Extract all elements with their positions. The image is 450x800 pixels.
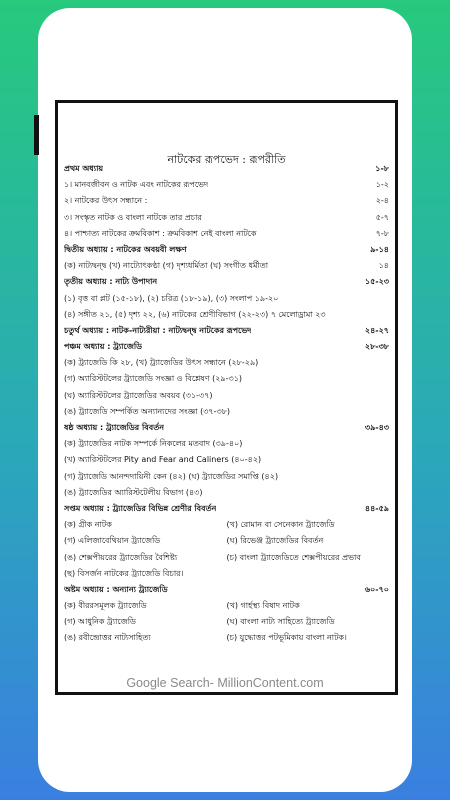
toc-pair-row bbox=[64, 630, 389, 646]
toc-page: ১-২ bbox=[375, 180, 389, 190]
toc-pair-row bbox=[64, 517, 389, 533]
toc-page: ৩৯-৪৩ bbox=[364, 423, 389, 432]
toc-subentry: (গ) এলিজাবেথিয়ান ট্র্যাজেডি bbox=[64, 536, 161, 546]
watermark: Google Search- MillionContent.com bbox=[126, 676, 324, 690]
toc-row bbox=[64, 323, 389, 339]
toc-subentry: (ক) গ্রীক নাটক bbox=[64, 520, 112, 530]
toc-subentry: (খ) রোমান বা সেনেকান ট্র্যাজেডি bbox=[226, 520, 335, 530]
toc-page: ৭-৮ bbox=[375, 228, 389, 238]
toc-entry: (ক) নাট্যদ্বন্দ্ব (খ) নাট্যোৎকণ্ঠা (গ) দৃশ্যধর্মিতা (ঘ) সংগীত ধর্মীতা bbox=[64, 261, 269, 271]
toc-page: ৪৪-৫৯ bbox=[364, 503, 389, 513]
toc-row bbox=[64, 210, 389, 226]
toc-row bbox=[64, 355, 389, 371]
toc-row bbox=[64, 177, 389, 193]
toc-entry: ৩। সংস্কৃত নাটক ও বাংলা নাটকে তার প্রচার bbox=[64, 212, 202, 222]
toc-pair-row bbox=[64, 614, 389, 630]
page-title: নাটকের রূপভেদ : রূপরীতি bbox=[167, 153, 286, 166]
toc-pair-row bbox=[64, 566, 389, 582]
toc-page: ৬০-৭০ bbox=[364, 584, 389, 594]
toc-subentry: (ক) বীররসমূলক ট্র্যাজেডি bbox=[64, 601, 147, 611]
toc-row bbox=[64, 371, 389, 387]
toc-page: ১৪ bbox=[378, 261, 389, 271]
toc-entry: (ঙ) ট্র্যাজেডি সম্পর্কিত অন্যান্যদের সংজ্ঞা (৩৭-৩৮) bbox=[64, 406, 231, 416]
toc-row bbox=[64, 404, 389, 420]
toc-entry: সপ্তম অধ্যায় : ট্র্যাজেডির বিভিন্ন শ্রেণীর বিবর্তন bbox=[64, 503, 217, 513]
toc-row bbox=[64, 274, 389, 290]
toc-entry: ১। মানবজীবন ও নাটক এবং নাটকের রূপভেদ bbox=[64, 180, 209, 190]
toc-entry: (গ) অ্যারিস্টটলের ট্র্যাজেডি সংজ্ঞা ও বিশ্লেষণ (২৯-৩১) bbox=[64, 374, 242, 384]
toc-subentry: (ঘ) বাংলা নাট্য সাহিত্যে ট্র্যাজেডি bbox=[226, 617, 335, 627]
toc-row bbox=[64, 307, 389, 323]
toc-row bbox=[64, 501, 389, 517]
toc-row bbox=[64, 291, 389, 307]
toc-row bbox=[64, 339, 389, 355]
toc-entry: ষষ্ঠ অধ্যায় : ট্র্যাজেডির বিবর্তন bbox=[64, 423, 164, 432]
toc-row bbox=[64, 161, 389, 177]
toc-page: ১৫-২৩ bbox=[364, 277, 389, 287]
toc-page: ২-৪ bbox=[375, 196, 389, 206]
toc-entry: প্রথম অধ্যায় bbox=[64, 164, 104, 173]
toc-row bbox=[64, 436, 389, 452]
toc-row bbox=[64, 469, 389, 485]
toc-page: ৫-৭ bbox=[375, 212, 389, 222]
toc-row bbox=[64, 193, 389, 209]
toc-entry: (ক) ট্র্যাজেডির নাটক সম্পর্কে নিকলের মতবাদ (৩৯-৪০) bbox=[64, 439, 243, 449]
toc-entry: (গ) ট্র্যাজেডি আনন্দদায়িনী কেন (৪২) (ঘ) ট্র্যাজেডির সমাপ্তি (৪২) bbox=[64, 471, 279, 481]
toc-subentry: (চ) যুদ্ধোত্তর পটভূমিকায় বাংলা নাটক। bbox=[226, 633, 347, 643]
toc-subentry: (ঘ) রিভেঞ্জ ট্র্যাজেডির বিবর্তন bbox=[226, 536, 324, 546]
toc-entry: দ্বিতীয় অধ্যায় : নাটকের অবয়বী লক্ষণ bbox=[64, 244, 187, 254]
toc-entry: অষ্টম অধ্যায় : অন্যান্য ট্র্যাজেডি bbox=[64, 584, 168, 594]
toc-entry: (ক) ট্র্যাজেডি কি ২৮, (খ) ট্র্যাজেডির উৎস সন্ধানে (২৮-২৯) bbox=[64, 358, 259, 368]
toc-row bbox=[64, 258, 389, 274]
toc-row bbox=[64, 485, 389, 501]
toc-subentry bbox=[227, 566, 390, 582]
toc-page: ৯-১৪ bbox=[370, 244, 389, 254]
toc-pair-row bbox=[64, 598, 389, 614]
toc-page: ২৮-৩৮ bbox=[364, 342, 389, 352]
toc-entry: ৪। পাশ্চাত্য নাটকের ক্রমবিকাশ : ক্রমবিকাশ নেই বাংলা নাটকে bbox=[64, 228, 257, 238]
table-of-contents bbox=[64, 161, 389, 647]
toc-row bbox=[64, 582, 389, 598]
toc-entry: (১) বৃত্ত বা প্লট (১৫-১৮), (২) চরিত্র (১৮-১৯), (৩) সংলাপ ১৯-২০ bbox=[64, 293, 279, 303]
toc-subentry: (ঙ) শেক্সপীয়রের ট্র্যাজেডির বৈশিষ্ট্য bbox=[64, 552, 178, 562]
toc-entry: পঞ্চম অধ্যায় : ট্র্যাজেডি bbox=[64, 342, 143, 352]
toc-pair-row bbox=[64, 533, 389, 549]
toc-entry: ২। নাটকের উৎস সন্ধানে : bbox=[64, 196, 148, 206]
toc-entry: (ঙ) ট্র্যাজেডির অ্যারিস্টটেলীয় বিভাগ (৪৩) bbox=[64, 487, 203, 497]
toc-entry: তৃতীয় অধ্যায় : নাট্য উপাদান bbox=[64, 277, 158, 287]
toc-subentry: (চ) বাংলা ট্র্যাজেডিতে শেক্সপীয়রের প্রভাব bbox=[226, 552, 361, 562]
toc-row bbox=[64, 242, 389, 258]
toc-page: ১-৮ bbox=[375, 164, 389, 173]
toc-row bbox=[64, 226, 389, 242]
page-edge bbox=[34, 115, 39, 155]
toc-page: ২৪-২৭ bbox=[364, 325, 389, 335]
toc-subentry: (গ) আধুনিক ট্র্যাজেডি bbox=[64, 617, 136, 627]
toc-entry: (খ) অ্যারিস্টটলের Pity and Fear and Caliners (৪০-৪২) bbox=[64, 455, 262, 465]
toc-row bbox=[64, 452, 389, 468]
toc-entry: (ঘ) অ্যারিস্টটলের ট্র্যাজেডির অবয়ব (৩১-৩৭) bbox=[64, 390, 213, 400]
toc-pair-row bbox=[64, 550, 389, 566]
toc-subentry: (ঙ) রবীন্দ্রোত্তর নাট্যসাহিত্য bbox=[64, 633, 151, 643]
toc-subentry: (ছ) বিসর্জন নাটকের ট্র্যাজেডি বিচার। bbox=[64, 568, 184, 578]
toc-entry: (৪) সঙ্গীত ২১, (৫) দৃশ্য ২২, (৬) নাটকের শ্রেণীবিভাগ (২২-২৩) ৭ মেলোড্রামা ২৩ bbox=[64, 309, 326, 319]
document-page bbox=[55, 100, 398, 695]
toc-row bbox=[64, 420, 389, 436]
toc-row bbox=[64, 388, 389, 404]
toc-entry: চতুর্থ অধ্যায় : নাটক-নাট্যরীয়া : নাট্যদ্বন্দ্ব নাটকের রূপভেদ bbox=[64, 325, 252, 335]
toc-subentry: (খ) গার্হস্থ্য বিষাদ নাটক bbox=[226, 601, 300, 611]
